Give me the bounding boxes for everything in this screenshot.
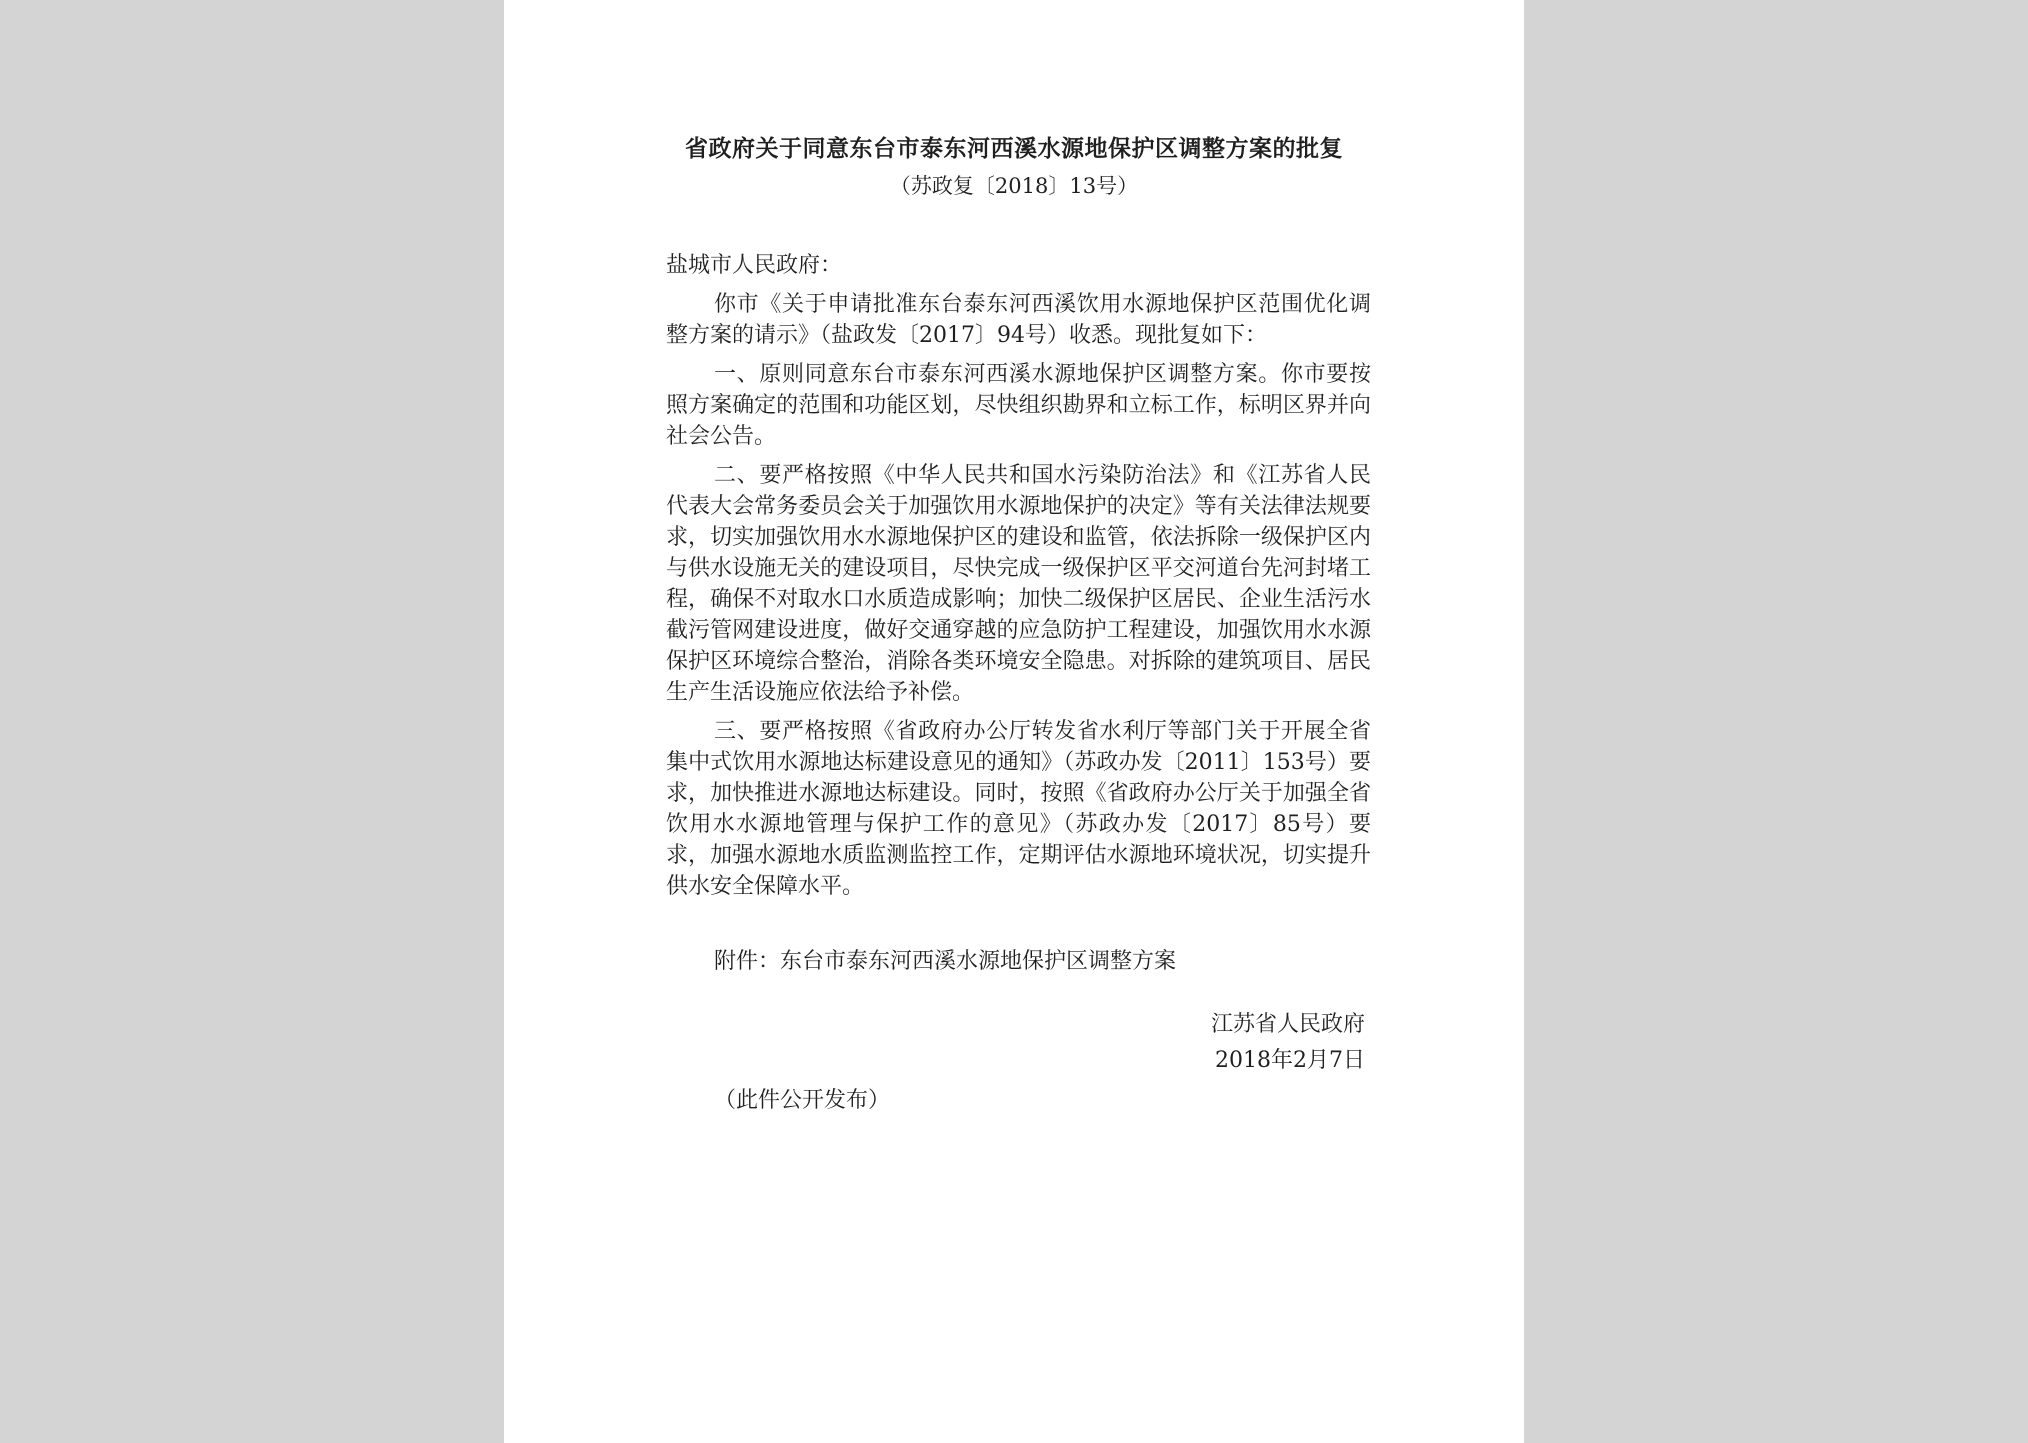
document-body [666, 250, 1371, 1116]
attachment-line: 附件：东台市泰东河西溪水源地保护区调整方案 [714, 949, 1177, 974]
document-page [504, 0, 1524, 1443]
paragraph-item-3: 三、要严格按照《省政府办公厅转发省水利厅等部门关于开展全省集中式饮用水源地达标建设意见的通知》（苏政办发〔2011〕153号）要求，加快推进水源地达标建设。同时，按照《省政府办公厅关于加强全省饮用水水源地管理与保护工作的意见》（苏政办发〔2017〕85号）要求，加强水源地水质监测监控工作，定期评估水源地环境状况，切实提升供水安全保障水平。 [666, 719, 1371, 899]
document-number: （苏政复〔2018〕13号） [889, 174, 1139, 198]
paragraph-item-1: 一、原则同意东台市泰东河西溪水源地保护区调整方案。你市要按照方案确定的范围和功能区划，尽快组织勘界和立标工作，标明区界并向社会公告。 [666, 362, 1371, 449]
salutation: 盐城市人民政府： [666, 253, 843, 278]
publication-note: （此件公开发布） [714, 1088, 891, 1113]
paragraph-intro: 你市《关于申请批准东台泰东河西溪饮用水源地保护区范围优化调整方案的请示》（盐政发〔2017〕94号）收悉。现批复如下： [666, 292, 1371, 348]
signature-block [666, 1007, 1365, 1079]
issuer-name: 江苏省人民政府 [1210, 1012, 1365, 1037]
document-title: 省政府关于同意东台市泰东河西溪水源地保护区调整方案的批复 [685, 135, 1343, 162]
issue-date: 2018年2月7日 [1215, 1048, 1365, 1073]
paragraph-item-2: 二、要严格按照《中华人民共和国水污染防治法》和《江苏省人民代表大会常务委员会关于加强饮用水源地保护的决定》等有关法律法规要求，切实加强饮用水水源地保护区的建设和监管，依法拆除一级保护区内与供水设施无关的建设项目，尽快完成一级保护区平交河道台先河封堵工程，确保不对取水口水质造成影响；加快二级保护区居民、企业生活污水截污管网建设进度，做好交通穿越的应急防护工程建设，加强饮用水水源保护区环境综合整治，消除各类环境安全隐患。对拆除的建筑项目、居民生产生活设施应依法给予补偿。 [666, 463, 1371, 705]
